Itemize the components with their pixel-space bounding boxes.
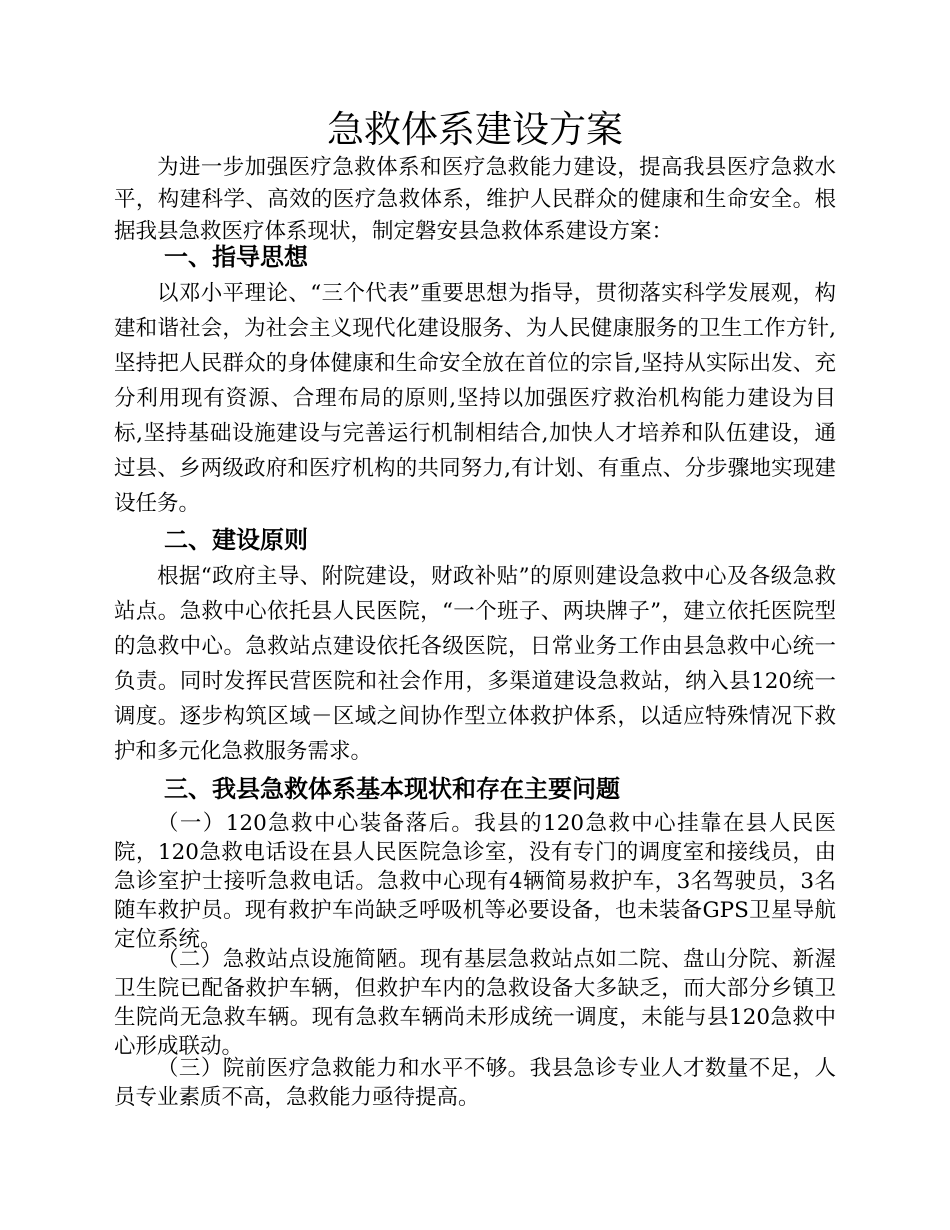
section-heading-principles: 二、建设原则 (164, 526, 308, 554)
section-body-guiding-thought: 以邓小平理论、“三个代表”重要思想为指导，贯彻落实科学发展观，构建和谐社会，为社会主义现代化建设服务、为人民健康服务的卫生工作方针,坚持把人民群众的身体健康和生命安全放在首位的宗旨,坚持从实际出发、充分利用现有资源、合理布局的原则,坚持以加强医疗救治机构能力建设为目标,坚持基础设施建设与完善运行机制相结合,加快人才培养和队伍建设，通过县、乡两级政府和医疗机构的共同努力,有计划、有重点、分步骤地实现建设任务。 (114, 281, 836, 516)
problem-paragraph-3: （三）院前医疗急救能力和水平不够。我县急诊专业人才数量不足，人员专业素质不高，急救能力亟待提高。 (114, 1056, 836, 1110)
section-heading-guiding-thought: 一、指导思想 (164, 243, 308, 271)
section-heading-status-problems: 三、我县急救体系基本现状和存在主要问题 (164, 775, 620, 803)
problem-paragraph-2: （二）急救站点设施简陋。现有基层急救站点如二院、盘山分院、新渥卫生院已配备救护车辆，但救护车内的急救设备大多缺乏，而大部分乡镇卫生院尚无急救车辆。现有急救车辆尚未形成统一调度，未能与县120急救中心形成联动。 (114, 947, 836, 1059)
intro-paragraph: 为进一步加强医疗急救体系和医疗急救能力建设，提高我县医疗急救水平，构建科学、高效的医疗急救体系，维护人民群众的健康和生命安全。根据我县急救医疗体系现状，制定磐安县急救体系建设方案： (114, 155, 836, 244)
section-body-principles: 根据“政府主导、附院建设，财政补贴”的原则建设急救中心及各级急救站点。急救中心依托县人民医院，“一个班子、两块牌子”，建立依托医院型的急救中心。急救站点建设依托各级医院，日常业务工作由县急救中心统一负责。同时发挥民营医院和社会作用，多渠道建设急救站，纳入县120统一调度。逐步构筑区域－区域之间协作型立体救护体系，以适应特殊情况下救护和多元化急救服务需求。 (114, 564, 836, 764)
problem-paragraph-1: （一）120急救中心装备落后。我县的120急救中心挂靠在县人民医院，120急救电话设在县人民医院急诊室，没有专门的调度室和接线员，由急诊室护士接听急救电话。急救中心现有4辆简易救护车，3名驾驶员，3名随车救护员。现有救护车尚缺乏呼吸机等必要设备，也未装备GPS卫星导航定位系统。 (114, 811, 836, 952)
document-title: 急救体系建设方案 (327, 108, 623, 151)
